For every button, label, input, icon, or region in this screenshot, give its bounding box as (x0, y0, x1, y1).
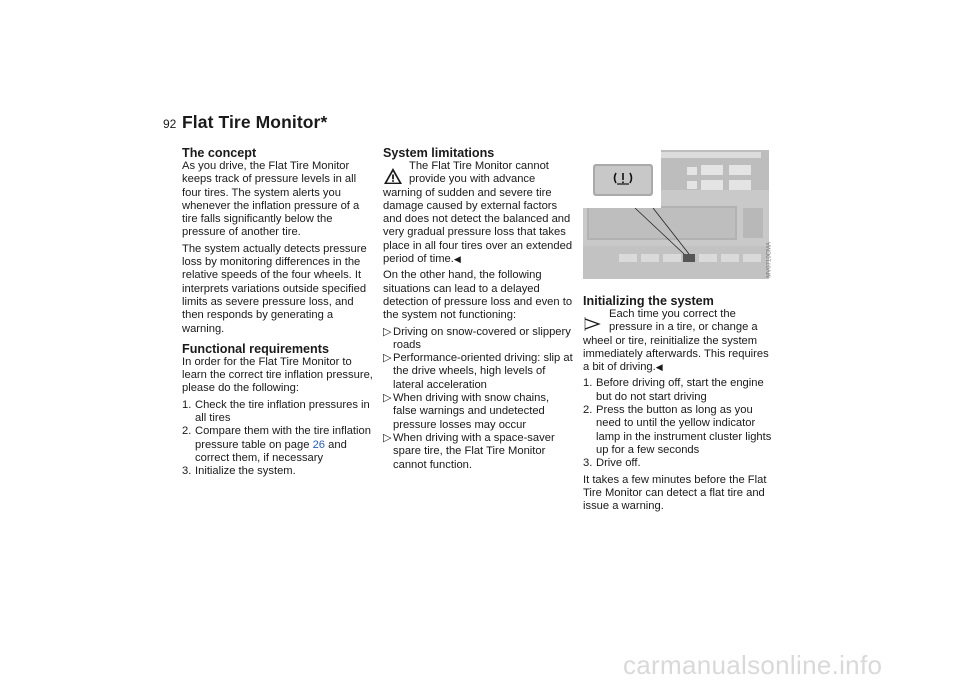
functional-intro: In order for the Flat Tire Monitor to learn the correct tire inflation pressure, please do the following: (182, 355, 373, 395)
limitations-heading: System limitations (383, 146, 495, 160)
list-item: ▷ Driving on snow-covered or slippery roads (383, 325, 571, 351)
list-item: 3. Initialize the system. (182, 465, 296, 478)
list-item: 1. Before driving off, start the engine but do not start driving (583, 377, 764, 403)
concept-paragraph-2: The system actually detects pressure loss by monitoring differences in the relative speeds of the four wheels. It interprets variations outside specified limits as severe pressure loss, and then responds by generating a warning. (182, 242, 367, 335)
list-item: ▷ When driving with snow chains, false warnings and undetected pressure losses may occur (383, 392, 550, 431)
page-title: Flat Tire Monitor* (182, 112, 328, 132)
watermark-text: carmanualsonline.info (623, 650, 883, 680)
page-number: 92 (163, 117, 177, 131)
note-icon (583, 315, 603, 333)
list-item: 2. Press the button as long as you need to until the yellow indicator lamp in the instrument cluster lights up for a few seconds (583, 404, 772, 456)
concept-paragraph-1: As you drive, the Flat Tire Monitor keeps track of pressure levels in all four tires. The system alerts you whenever the inflation pressure of a tire falls significantly below the pressure of another tire. (182, 160, 360, 239)
dashboard-illustration (583, 150, 769, 279)
end-mark: ◀ (655, 362, 663, 373)
concept-heading: The concept (182, 146, 257, 160)
list-item: 1. Check the tire inflation pressures in all tires (182, 398, 370, 425)
page-link[interactable]: 26 (312, 438, 326, 451)
column-right (583, 294, 776, 513)
limitations-list (383, 326, 575, 472)
warning-text: The Flat Tire Monitor cannot provide you with advance warning of sudden and severe tire damage caused by external factors and does not detect the balanced and very gradual pressure loss that takes place in all four tires over an extended period of time. (383, 160, 573, 266)
initializing-steps (583, 377, 776, 470)
warning-note (383, 160, 575, 266)
functional-steps (182, 399, 376, 479)
end-mark: ◀ (453, 254, 461, 265)
dashboard-photo (583, 150, 773, 279)
list-item: ▷ Performance-oriented driving: slip at the drive wheels, high levels of lateral acceleration (383, 352, 573, 391)
list-item: ▷ When driving with a space-saver spare tire, the Flat Tire Monitor cannot function. (383, 431, 555, 471)
initializing-closing: It takes a few minutes before the Flat Tire Monitor can detect a flat tire and issue a warning. (583, 473, 767, 513)
list-item: 2. Compare them with the tire inflation pressure table on page 26 and correct them, if necessary (182, 425, 371, 464)
column-left (182, 146, 376, 479)
figure-code: MV0710CMA (767, 242, 773, 278)
functional-heading: Functional requirements (182, 341, 329, 356)
warning-icon (383, 167, 403, 185)
initializing-heading: Initializing the system (583, 294, 714, 308)
note-text: Each time you correct the pressure in a tire, or change a wheel or tire, reinitialize the system immediately afterwards. This requires a bit of driving. (583, 308, 769, 374)
list-item: 3. Drive off. (583, 457, 641, 470)
limitations-intro: On the other hand, the following situations can lead to a delayed detection of pressure loss and even to the system not functioning: (383, 269, 573, 322)
info-note (583, 308, 776, 374)
column-middle (383, 146, 575, 472)
